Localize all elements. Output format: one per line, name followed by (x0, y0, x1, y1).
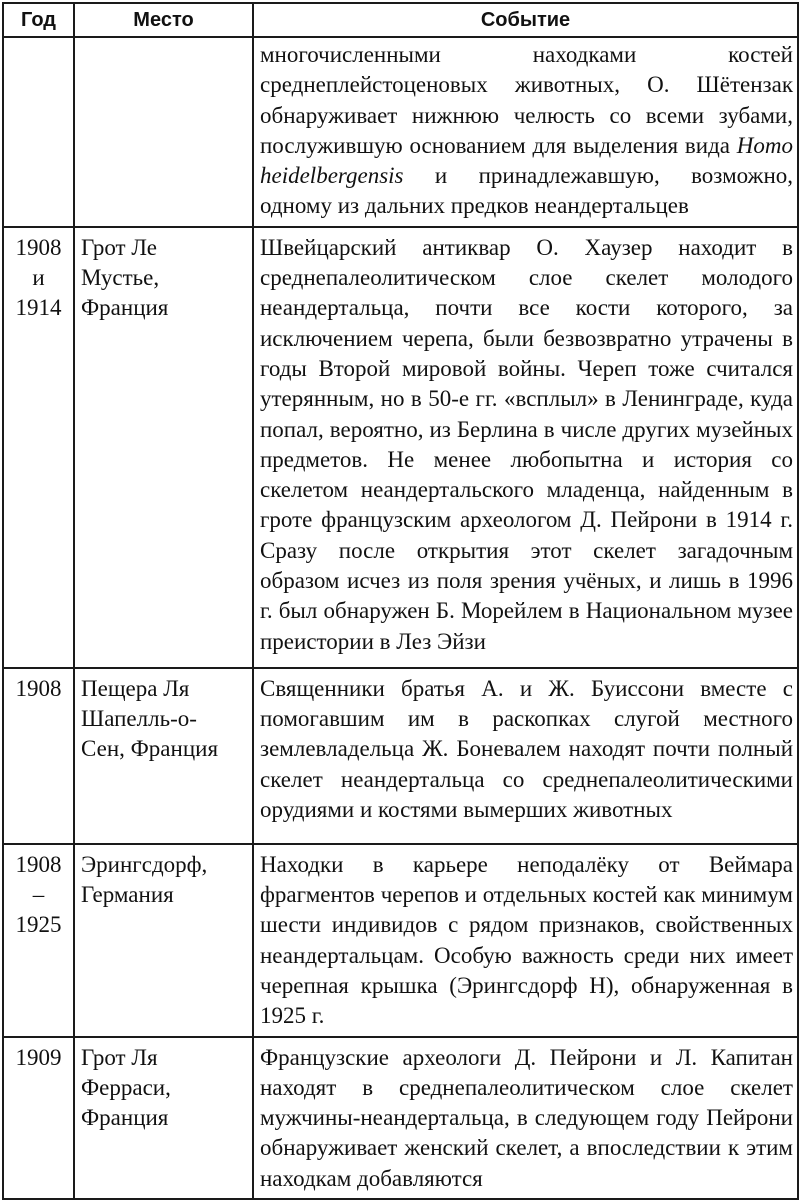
table-row (3, 227, 798, 668)
header-row (3, 3, 798, 37)
year-cell: 1909 (3, 1037, 74, 1199)
event-cell: Французские археологи Д. Пейрони и Л. Капитан находят в среднепалеолитическом слое скелет мужчины-неандертальца, в следующем году Пейрони обнаруживает женский скелет, а впоследствии к этим находкам добавляются (253, 1037, 798, 1199)
species-name: Homo heidelbergensis (260, 132, 793, 189)
year-cell: 1908 (3, 668, 74, 844)
year-cell: 1908 – 1925 (3, 844, 74, 1037)
header-place: Место (74, 3, 253, 37)
table-row-continuation (3, 37, 798, 227)
year-cell: 1908 и 1914 (3, 227, 74, 668)
chronology-table (2, 2, 799, 1200)
place-cell: Эрингсдорф, Германия (74, 844, 253, 1037)
header-year: Год (3, 3, 74, 37)
table-row (3, 1037, 798, 1199)
place-cell: Пещера Ля Шапелль-о- Сен, Франция (74, 668, 253, 844)
event-text: многочисленными находками костей среднеплейстоценовых животных, О. Шётензак обнаруживает нижнюю челюсть со всеми зубами, послужившую основанием для выделения вида (260, 42, 793, 158)
header-event: Событие (253, 3, 798, 37)
event-cell (253, 37, 798, 227)
event-cell: Швейцарский антиквар О. Хаузер находит в среднепалеолитическом слое скелет молодого неандертальца, почти все кости которого, за исключением черепа, были безвозвратно утрачены в годы Второй мировой войны. Череп тоже считался утерянным, но в 50-е гг. «всплыл» в Ленинграде, куда попал, вероятно, из Берлина в числе других музейных предметов. Не менее любопытна и история со скелетом неандертальского младенца, найденным в гроте французским археологом Д. Пейрони в 1914 г. Сразу после открытия этот скелет загадочным образом исчез из поля зрения учёных, и лишь в 1996 г. был обнаружен Б. Морейлем в Национальном музее преистории в Лез Эйзи (253, 227, 798, 668)
event-text-after: и принадлежавшую, возможно, одному из дальних предков неандертальцев (260, 163, 793, 219)
year-cell (3, 37, 74, 227)
place-cell: Грот Ля Ферраси, Франция (74, 1037, 253, 1199)
place-cell: Грот Ле Мустье, Франция (74, 227, 253, 668)
table-row (3, 668, 798, 844)
table-row (3, 844, 798, 1037)
event-cell: Находки в карьере неподалёку от Веймара фрагментов черепов и отдельных костей как минимум шести индивидов с рядом признаков, свойственных неандертальцам. Особую важность среди них имеет черепная крышка (Эрингсдорф Н), обнаруженная в 1925 г. (253, 844, 798, 1037)
event-cell: Священники братья А. и Ж. Буиссони вместе с помогавшим им в раскопках слугой местного землевладельца Ж. Боневалем находят почти полный скелет неандертальца со среднепалеолитическими орудиями и костями вымерших животных (253, 668, 798, 844)
place-cell (74, 37, 253, 227)
